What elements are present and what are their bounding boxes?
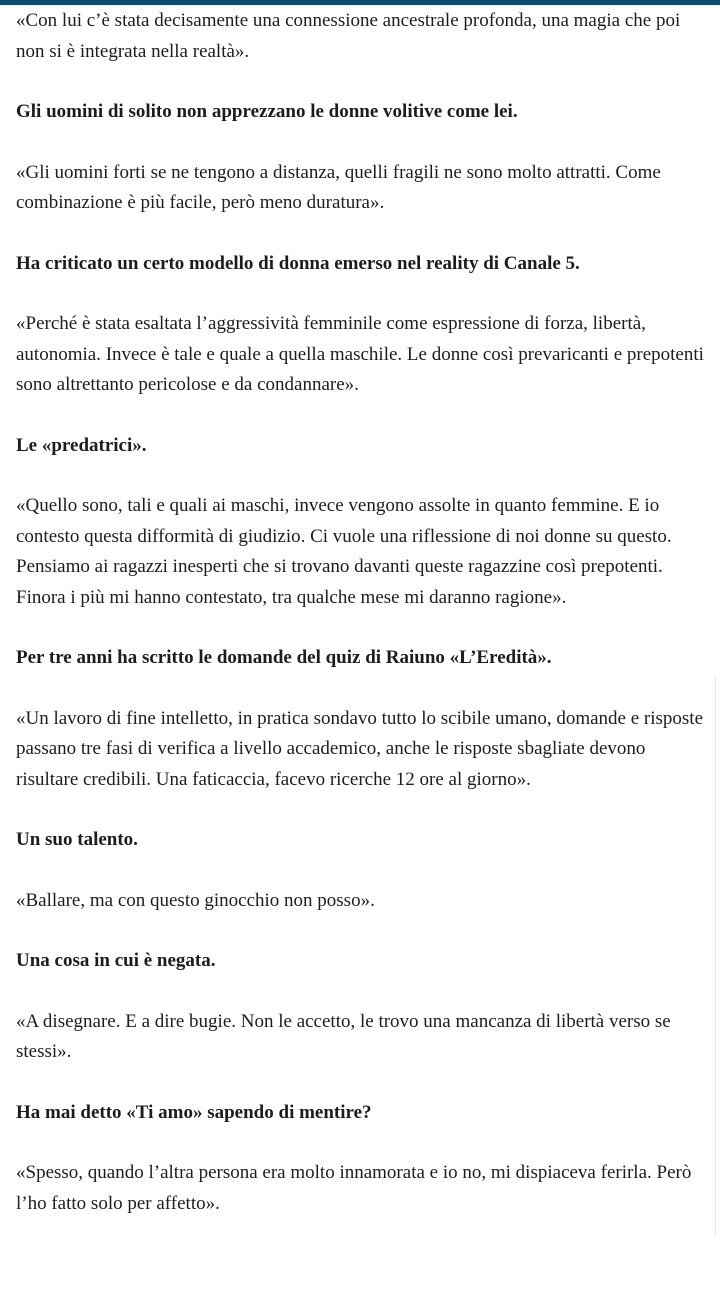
answer-paragraph: «Ballare, ma con questo ginocchio non posso». — [16, 889, 375, 911]
answer-paragraph: «Perché è stata esaltata l’aggressività femminile come espressione di forza, libertà, autonomia. Invece è tale e quale a quella maschile. Le donne così prevaricanti e prepotenti sono altrettanto pericolose e da condannare». — [16, 313, 704, 395]
question-paragraph: Le «predatrici». — [16, 434, 147, 456]
answer-paragraph: «Gli uomini forti se ne tengono a distanza, quelli fragili ne sono molto attratti. Come combinazione è più facile, però meno duratura». — [16, 161, 661, 213]
question-paragraph: Ha criticato un certo modello di donna emerso nel reality di Canale 5. — [16, 252, 580, 274]
answer-paragraph: «Quello sono, tali e quali ai maschi, invece vengono assolte in quanto femmine. E io contesto questa difformità di giudizio. Ci vuole una riflessione di noi donne su questo. Pensiamo ai ragazzi inesperti che si trovano davanti queste ragazzine così prepotenti. Finora i più mi hanno contestato, tra qualche mese mi daranno ragione». — [16, 495, 672, 608]
question-paragraph: Una cosa in cui è negata. — [16, 950, 216, 971]
question-paragraph: Ha mai detto «Ti amo» sapendo di mentire? — [16, 1101, 372, 1123]
top-accent-bar — [0, 0, 720, 5]
question-paragraph: Per tre anni ha scritto le domande del quiz di Raiuno «L’Eredità». — [16, 647, 552, 668]
question-paragraph: Un suo talento. — [16, 829, 138, 850]
answer-paragraph: «Un lavoro di fine intelletto, in pratica sondavo tutto lo scibile umano, domande e risposte passano tre fasi di verifica a livello accademico, anche le risposte sbagliate devono risultare credibili. Una faticaccia, facevo ricerche 12 ore al giorno». — [16, 707, 704, 790]
answer-paragraph: «Con lui c’è stata decisamente una connessione ancestrale profonda, una magia che poi non si è integrata nella realtà». — [16, 10, 681, 62]
scrollbar-track[interactable] — [715, 676, 720, 1236]
answer-paragraph: «A disegnare. E a dire bugie. Non le accetto, le trovo una mancanza di libertà verso se stessi». — [16, 1010, 671, 1062]
article-body — [16, 6, 706, 1249]
question-paragraph: Gli uomini di solito non apprezzano le donne volitive come lei. — [16, 101, 518, 122]
answer-paragraph: «Spesso, quando l’altra persona era molto innamorata e io no, mi dispiaceva ferirla. Però l’ho fatto solo per affetto». — [16, 1162, 692, 1214]
